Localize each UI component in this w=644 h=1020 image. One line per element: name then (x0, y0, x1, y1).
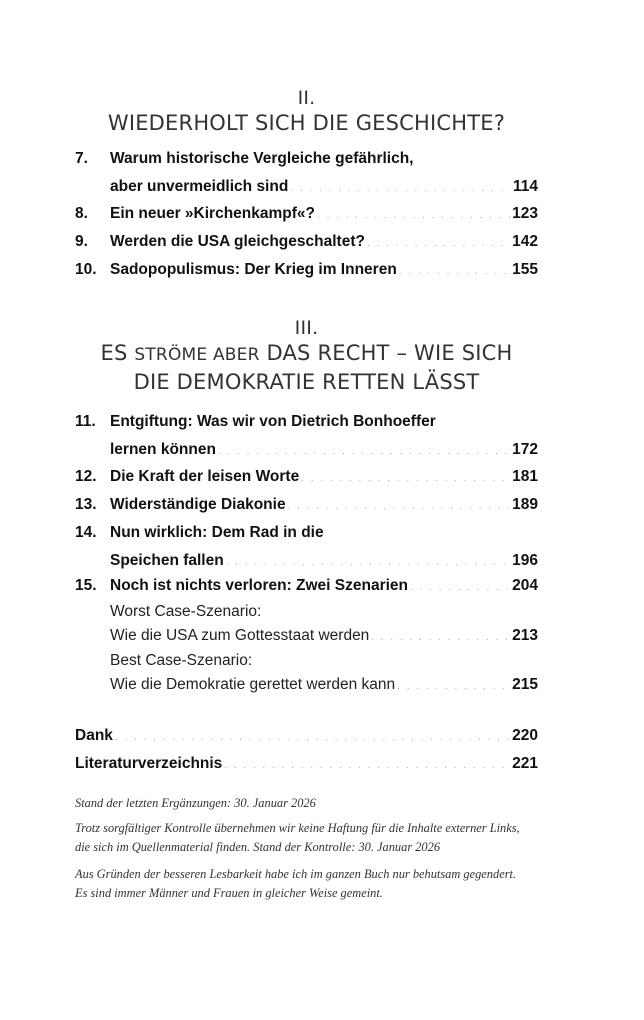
chapter-title-cont: Speichen fallen (110, 552, 224, 569)
title-smallcaps-segment: STRÖME ABER (134, 345, 260, 365)
dot-leader (218, 438, 510, 466)
part-3-title-line2: DIE DEMOKRATIE RETTEN LÄSST (133, 370, 480, 394)
page-number: 196 (512, 552, 538, 569)
chapter-number: 14. (75, 524, 97, 541)
dot-leader (371, 626, 510, 650)
dot-leader (301, 465, 510, 493)
toc-entry-14[interactable] (75, 519, 538, 577)
chapter-title: Noch ist nichts verloren: Zwei Szenarien (110, 577, 409, 594)
chapter-title: Entgiftung: Was wir von Dietrich Bonhoeffer (110, 413, 436, 430)
toc-entry-literaturverzeichnis[interactable] (75, 750, 538, 780)
dot-leader (290, 175, 511, 203)
dot-leader (399, 258, 510, 286)
title-segment: DAS RECHT – WIE SICH (259, 341, 513, 365)
page-number: 220 (512, 727, 538, 744)
chapter-number: 10. (75, 261, 97, 278)
part-2-heading (75, 86, 538, 137)
chapter-title: Sadopopulismus: Der Krieg im Inneren (110, 261, 397, 278)
page-number: 189 (512, 496, 538, 513)
dot-leader (115, 724, 510, 752)
links-disclaimer (75, 819, 555, 857)
disclaimer-line-2: die sich im Quellenmaterial finden. Stand der Kontrolle: 30. Januar 2026 (75, 840, 441, 854)
chapter-number: 9. (75, 233, 88, 250)
page-number: 114 (512, 178, 538, 195)
toc-entry-8[interactable] (75, 200, 538, 230)
chapter-number: 8. (75, 205, 88, 222)
gender-note (75, 865, 555, 903)
chapter-title: Warum historische Vergleiche gefährlich, (110, 150, 414, 167)
toc-entry-dank[interactable] (75, 722, 538, 752)
chapter-number: 7. (75, 150, 88, 167)
dot-leader (397, 675, 510, 699)
part-3-numeral: III. (294, 317, 319, 339)
toc-entry-9[interactable] (75, 228, 538, 258)
subentry-title: Wie die Demokratie gerettet werden kann (110, 676, 396, 693)
chapter-number: 13. (75, 496, 97, 513)
disclaimer-line-1: Trotz sorgfältiger Kontrolle übernehmen wir keine Haftung für die Inhalte externer Links, (75, 821, 520, 835)
page-number: 215 (512, 676, 538, 693)
gender-note-line-1: Aus Gründen der besseren Lesbarkeit habe ich im ganzen Buch nur behutsam gegendert. (75, 867, 517, 881)
toc-entry-15[interactable] (75, 572, 538, 602)
toc-entry-7[interactable] (75, 145, 538, 203)
subentry-title: Wie die USA zum Gottesstaat werden (110, 627, 370, 644)
chapter-title: Ein neuer »Kirchenkampf«? (110, 205, 316, 222)
chapter-title: Widerständige Diakonie (110, 496, 286, 513)
backmatter-title: Literaturverzeichnis (75, 755, 223, 772)
dot-leader (317, 202, 510, 230)
chapter-number: 15. (75, 577, 97, 594)
chapter-number: 11. (75, 413, 96, 430)
chapter-title: Werden die USA gleichgeschaltet? (110, 233, 365, 250)
chapter-title: Die Kraft der leisen Worte (110, 468, 300, 485)
last-updated-note: Stand der letzten Ergänzungen: 30. Januar 2026 (75, 796, 316, 810)
gender-note-line-2: Es sind immer Männer und Frauen in gleicher Weise gemeint. (75, 886, 383, 900)
dot-leader (224, 752, 510, 780)
page-number: 181 (512, 468, 538, 485)
page-number: 123 (512, 205, 538, 222)
part-3-title-line1 (75, 340, 538, 369)
page-number: 213 (512, 627, 538, 644)
toc-entry-13[interactable] (75, 491, 538, 521)
subentry-label: Best Case-Szenario: (110, 652, 253, 669)
toc-entry-12[interactable] (75, 463, 538, 493)
chapter-number: 12. (75, 468, 97, 485)
dot-leader (288, 493, 511, 521)
toc-entry-11[interactable] (75, 408, 538, 466)
page-number: 221 (512, 755, 538, 772)
page-number: 172 (512, 441, 538, 458)
part-2-title: WIEDERHOLT SICH DIE GESCHICHTE? (107, 111, 506, 135)
toc-entry-10[interactable] (75, 256, 538, 286)
title-segment: ES (100, 341, 135, 365)
chapter-title: Nun wirklich: Dem Rad in die (110, 524, 324, 541)
part-3-heading (75, 316, 538, 396)
chapter-title-cont: aber unvermeidlich sind (110, 178, 289, 195)
page-number: 204 (512, 577, 538, 594)
page-number: 155 (512, 261, 538, 278)
dot-leader (410, 574, 510, 602)
part-2-numeral: II. (297, 87, 316, 109)
subentry-label: Worst Case-Szenario: (110, 603, 262, 620)
page-number: 142 (512, 233, 538, 250)
colophon-notes (75, 794, 555, 903)
toc-subentry-best-case[interactable] (75, 649, 538, 699)
dot-leader (367, 230, 510, 258)
toc-subentry-worst-case[interactable] (75, 600, 538, 650)
backmatter-title: Dank (75, 727, 113, 744)
chapter-title-cont: lernen können (110, 441, 216, 458)
